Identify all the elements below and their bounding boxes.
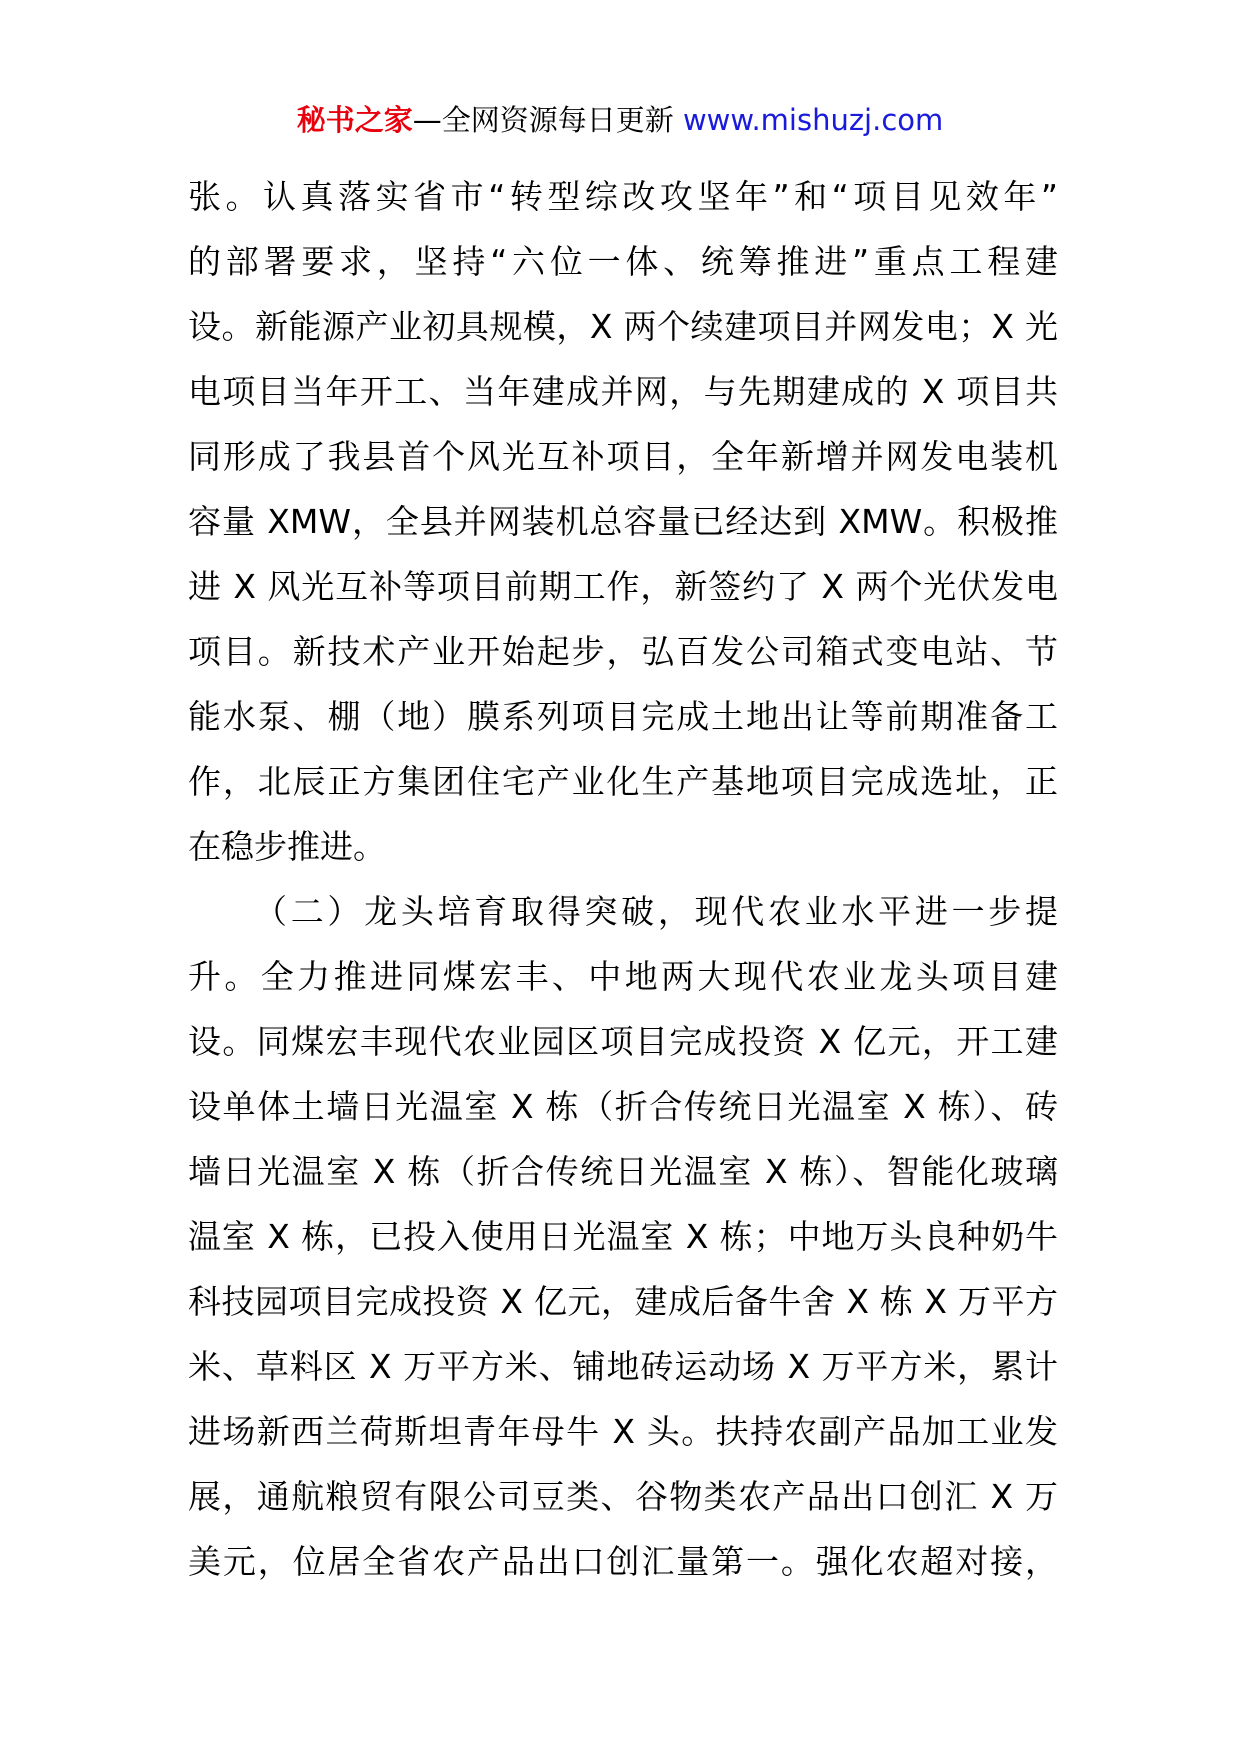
body-line: 美元，位居全省农产品出口创汇量第一。强化农超对接， <box>188 1542 1058 1581</box>
body-line: 在稳步推进。 <box>188 827 386 866</box>
body-line: 墙日光温室 X 栋（折合传统日光温室 X 栋）、智能化玻璃 <box>188 1152 1058 1191</box>
body-line: 设单体土墙日光温室 X 栋（折合传统日光温室 X 栋）、砖 <box>188 1087 1058 1126</box>
document-body <box>188 164 1058 1594</box>
section-heading-line: （二）龙头培育取得突破，现代农业水平进一步提 <box>254 892 1058 931</box>
header-tagline: —全网资源每日更新 <box>412 103 683 137</box>
site-url-link[interactable]: www.mishuzj.com <box>682 103 944 137</box>
body-line: 能水泵、棚（地）膜系列项目完成土地出让等前期准备工 <box>188 697 1058 736</box>
body-line: 进场新西兰荷斯坦青年母牛 X 头。扶持农副产品加工业发 <box>188 1412 1058 1451</box>
body-line: 进 X 风光互补等项目前期工作，新签约了 X 两个光伏发电 <box>188 567 1058 606</box>
body-line: 张。认真落实省市“转型综改攻坚年”和“项目见效年” <box>188 177 1058 216</box>
body-line: 设。同煤宏丰现代农业园区项目完成投资 X 亿元，开工建 <box>188 1022 1058 1061</box>
body-line: 作，北辰正方集团住宅产业化生产基地项目完成选址，正 <box>188 762 1058 801</box>
body-line: 科技园项目完成投资 X 亿元，建成后备牛舍 X 栋 X 万平方 <box>188 1282 1058 1321</box>
body-line: 米、草料区 X 万平方米、铺地砖运动场 X 万平方米，累计 <box>188 1347 1058 1386</box>
body-line: 的部署要求，坚持“六位一体、统筹推进”重点工程建 <box>188 242 1058 281</box>
body-line: 容量 XMW，全县并网装机总容量已经达到 XMW。积极推 <box>188 502 1058 541</box>
site-header <box>0 100 1240 140</box>
brand-name: 秘书之家 <box>296 103 413 137</box>
body-line: 项目。新技术产业开始起步，弘百发公司箱式变电站、节 <box>188 632 1058 671</box>
body-line: 温室 X 栋，已投入使用日光温室 X 栋；中地万头良种奶牛 <box>188 1217 1058 1256</box>
body-line: 升。全力推进同煤宏丰、中地两大现代农业龙头项目建 <box>188 957 1058 996</box>
body-line: 同形成了我县首个风光互补项目，全年新增并网发电装机 <box>188 437 1058 476</box>
body-line: 电项目当年开工、当年建成并网，与先期建成的 X 项目共 <box>188 372 1058 411</box>
body-line: 设。新能源产业初具规模，X 两个续建项目并网发电；X 光 <box>188 307 1058 346</box>
body-line: 展，通航粮贸有限公司豆类、谷物类农产品出口创汇 X 万 <box>188 1477 1058 1516</box>
